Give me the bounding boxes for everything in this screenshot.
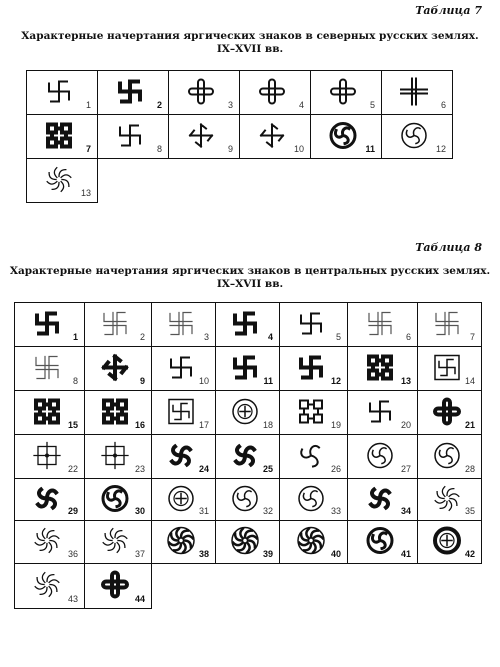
table8-title-line2: IX–XVII вв. <box>216 278 284 290</box>
table7-grid <box>26 70 453 203</box>
sign-number: 21 <box>464 420 475 430</box>
table7-title <box>0 30 500 56</box>
table8-cell-24 <box>152 435 216 479</box>
sign-number: 44 <box>134 594 145 604</box>
table8-row <box>15 391 482 435</box>
sign-number: 12 <box>435 144 446 154</box>
sign-number: 32 <box>262 506 273 516</box>
table8-row <box>15 435 482 479</box>
table8-cell-10 <box>152 347 216 391</box>
sign-number: 5 <box>369 100 375 110</box>
table8-cell-2 <box>85 303 152 347</box>
sign-number: 2 <box>139 332 145 342</box>
table7-cell-7 <box>27 115 98 159</box>
sign-number: 31 <box>198 506 209 516</box>
sign-number: 33 <box>330 506 341 516</box>
table8-row <box>15 564 482 609</box>
sign-number: 29 <box>67 506 78 516</box>
sign-number: 8 <box>72 376 78 386</box>
sign-number: 11 <box>365 144 375 154</box>
sign-number: 8 <box>156 144 162 154</box>
sign-number: 30 <box>134 506 145 516</box>
table8-cell-3 <box>152 303 216 347</box>
table8-cell-23 <box>85 435 152 479</box>
sign-number: 6 <box>405 332 411 342</box>
sign-number: 25 <box>262 464 273 474</box>
sign-number: 24 <box>198 464 209 474</box>
table8-title-line1: Характерные начертания яргических знаков в центральных русских землях. <box>9 265 491 277</box>
table8-cell-18 <box>216 391 280 435</box>
sign-number: 1 <box>85 100 91 110</box>
table7-cell-2 <box>98 71 169 115</box>
table7-row <box>27 71 453 115</box>
sign-number: 13 <box>80 188 91 198</box>
sign-number: 10 <box>293 144 304 154</box>
table8-title <box>0 265 500 291</box>
table8-cell-44 <box>85 564 152 609</box>
sign-number: 34 <box>400 506 411 516</box>
table7-title-line1: Характерные начертания яргических знаков в северных русских землях. <box>21 30 479 42</box>
sign-number: 42 <box>464 549 475 559</box>
table8-cell-42 <box>418 521 482 564</box>
table8-grid <box>14 302 482 609</box>
table8-cell-6 <box>348 303 418 347</box>
sign-number: 39 <box>262 549 273 559</box>
sign-number: 7 <box>469 332 475 342</box>
sign-number: 10 <box>198 376 209 386</box>
table8-row <box>15 347 482 391</box>
sign-number: 9 <box>139 376 145 386</box>
sign-number: 17 <box>198 420 209 430</box>
table7-cell-9 <box>169 115 240 159</box>
table8-label: Таблица 8 <box>415 241 482 254</box>
table8-row <box>15 521 482 564</box>
table8-cell-13 <box>348 347 418 391</box>
table8-cell-31 <box>152 479 216 521</box>
table8-cell-1 <box>15 303 85 347</box>
table7-row <box>27 159 453 203</box>
sign-number: 41 <box>400 549 411 559</box>
sign-number: 14 <box>464 376 475 386</box>
sign-number: 3 <box>203 332 209 342</box>
table8-cell-12 <box>280 347 348 391</box>
table8-cell-17 <box>152 391 216 435</box>
table7-cell-5 <box>311 71 382 115</box>
table8-cell-36 <box>15 521 85 564</box>
table8-cell-22 <box>15 435 85 479</box>
sign-number: 1 <box>72 332 78 342</box>
sign-number: 3 <box>227 100 233 110</box>
sign-number: 26 <box>330 464 341 474</box>
table7-cell-11 <box>311 115 382 159</box>
sign-number: 18 <box>262 420 273 430</box>
table8-cell-43 <box>15 564 85 609</box>
table8-cell-19 <box>280 391 348 435</box>
table8-cell-38 <box>152 521 216 564</box>
sign-number: 27 <box>400 464 411 474</box>
table8-cell-26 <box>280 435 348 479</box>
table8-cell-15 <box>15 391 85 435</box>
sign-number: 19 <box>330 420 341 430</box>
sign-number: 20 <box>400 420 411 430</box>
table7-cell-6 <box>382 71 453 115</box>
sign-number: 12 <box>330 376 341 386</box>
sign-number: 16 <box>134 420 145 430</box>
table8-cell-4 <box>216 303 280 347</box>
table7-row <box>27 115 453 159</box>
table8-cell-5 <box>280 303 348 347</box>
sign-number: 5 <box>335 332 341 342</box>
table8-cell-41 <box>348 521 418 564</box>
table8-cell-8 <box>15 347 85 391</box>
table8-cell-34 <box>348 479 418 521</box>
table7-cell-13 <box>27 159 98 203</box>
table7-label: Таблица 7 <box>415 4 482 17</box>
sign-number: 40 <box>330 549 341 559</box>
table7-title-line2: IX–XVII вв. <box>216 43 284 55</box>
table8-cell-20 <box>348 391 418 435</box>
sign-number: 4 <box>298 100 304 110</box>
table8-cell-25 <box>216 435 280 479</box>
table7-cell-10 <box>240 115 311 159</box>
table8-cell-16 <box>85 391 152 435</box>
sign-number: 13 <box>400 376 411 386</box>
table8-cell-30 <box>85 479 152 521</box>
sign-number: 36 <box>67 549 78 559</box>
table8-cell-27 <box>348 435 418 479</box>
sign-number: 6 <box>440 100 446 110</box>
table8-row <box>15 479 482 521</box>
table7-cell-3 <box>169 71 240 115</box>
table8-cell-7 <box>418 303 482 347</box>
table8-cell-35 <box>418 479 482 521</box>
sign-number: 43 <box>67 594 78 604</box>
table7-cell-1 <box>27 71 98 115</box>
sign-number: 22 <box>67 464 78 474</box>
table8-cell-14 <box>418 347 482 391</box>
sign-number: 35 <box>464 506 475 516</box>
table7-cell-4 <box>240 71 311 115</box>
table8-cell-40 <box>280 521 348 564</box>
table8-cell-21 <box>418 391 482 435</box>
sign-number: 23 <box>134 464 145 474</box>
sign-number: 7 <box>85 144 91 154</box>
table7-cell-8 <box>98 115 169 159</box>
table8-cell-28 <box>418 435 482 479</box>
sign-number: 4 <box>267 332 273 342</box>
table8-cell-29 <box>15 479 85 521</box>
table8-cell-11 <box>216 347 280 391</box>
sign-number: 28 <box>464 464 475 474</box>
sign-number: 9 <box>227 144 233 154</box>
table8-cell-37 <box>85 521 152 564</box>
table8-row <box>15 303 482 347</box>
table8-cell-9 <box>85 347 152 391</box>
table8-cell-32 <box>216 479 280 521</box>
table8-cell-39 <box>216 521 280 564</box>
sign-number: 11 <box>263 376 273 386</box>
sign-number: 15 <box>67 420 78 430</box>
sign-number: 38 <box>198 549 209 559</box>
sign-number: 37 <box>134 549 145 559</box>
table7-cell-12 <box>382 115 453 159</box>
table8-cell-33 <box>280 479 348 521</box>
sign-number: 2 <box>156 100 162 110</box>
